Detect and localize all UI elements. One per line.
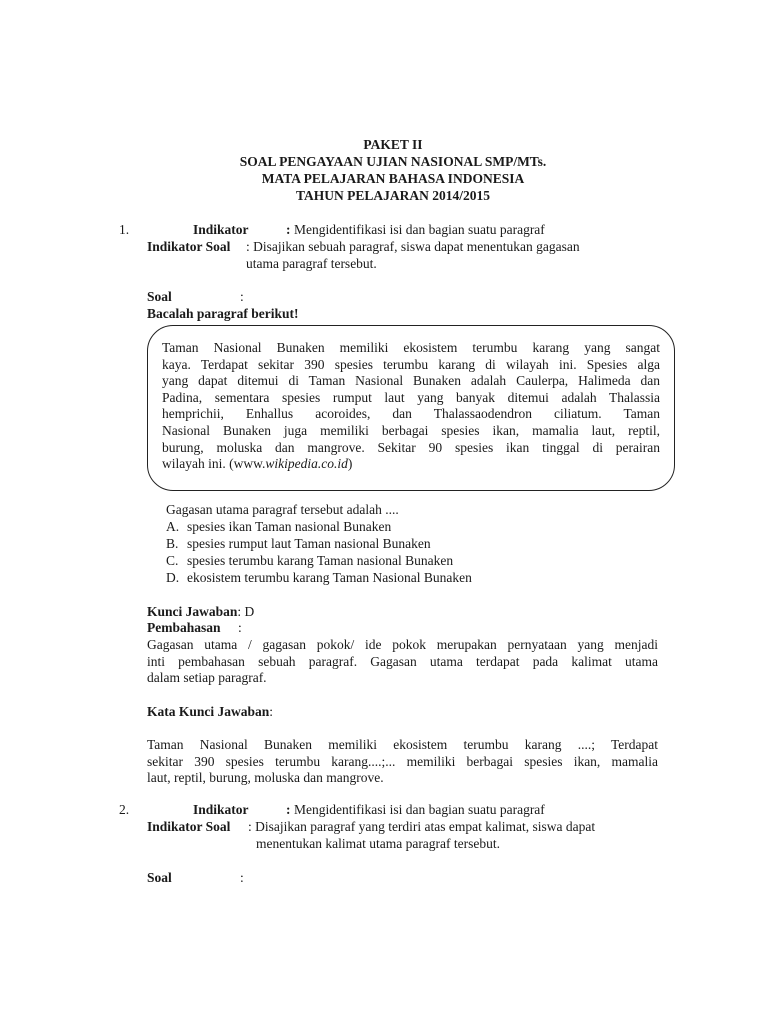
q1-indikator-label: Indikator (193, 222, 249, 237)
pembahasan-line: dalam setiap paragraf. (147, 670, 267, 686)
pembahasan-label: Pembahasan (147, 620, 221, 635)
passage-source-link: wikipedia.co.id (265, 456, 348, 472)
option-d-letter: D. (166, 570, 180, 585)
pembahasan-line: inti pembahasan sebuah paragraf. Gagasan utama terdapat pada kalimat utama (147, 653, 658, 669)
pembahasan-colon: : (238, 620, 242, 635)
option-d-text: ekosistem terumbu karang Taman Nasional Bunaken (187, 570, 472, 585)
passage-last-line (162, 456, 660, 473)
passage-line: Nasional Bunaken juga memiliki berbagai spesies ikan, mamalia laut, reptil, (162, 422, 660, 438)
q1-question: Gagasan utama paragraf tersebut adalah .... (166, 502, 399, 517)
kunci-jawaban (147, 604, 254, 620)
kata-kunci-line: laut, reptil, burung, moluska dan mangrove. (147, 770, 384, 786)
q1-indikator-soal-label: Indikator Soal (147, 239, 231, 254)
q2-indikator-colon: : (286, 802, 291, 817)
q2-indikator-soal-label: Indikator Soal (147, 819, 231, 834)
passage-line: burung, moluska dan mangrove. Sekitar 90 spesies ikan tinggal di perairan (162, 439, 660, 455)
passage-line: Padina, sementara spesies rumput laut yang banyak ditemui adalah Thalassia (162, 389, 660, 405)
passage-last-suffix: ) (347, 456, 353, 472)
passage-line: Taman Nasional Bunaken memiliki ekosistem terumbu karang yang sangat (162, 340, 660, 355)
option-b-text: spesies rumput laut Taman nasional Bunaken (187, 536, 431, 551)
kata-kunci-line: Taman Nasional Bunaken memiliki ekosistem terumbu karang ....; Terdapat (147, 737, 658, 752)
option-a-letter: A. (166, 519, 180, 534)
q1-indikator-colon: : (286, 222, 291, 237)
pembahasan-text (147, 637, 658, 687)
kata-kunci-label: Kata Kunci Jawaban (147, 704, 270, 719)
pembahasan-line: Gagasan utama / gagasan pokok/ ide pokok merupakan pernyataan yang menjadi (147, 637, 658, 652)
q2-indikator-text: Mengidentifikasi isi dan bagian suatu paragraf (294, 802, 545, 817)
q1-indikator-soal-line2: utama paragraf tersebut. (246, 256, 377, 271)
kata-kunci-text (147, 737, 658, 787)
q2-indikator-label: Indikator (193, 802, 249, 817)
q1-soal-label: Soal (147, 289, 172, 304)
title-mata-pelajaran: MATA PELAJARAN BAHASA INDONESIA (261, 171, 525, 186)
q2-soal-label: Soal (147, 870, 172, 885)
title-soal: SOAL PENGAYAAN UJIAN NASIONAL SMP/MTs. (239, 154, 547, 169)
kata-kunci-line: sekitar 390 spesies terumbu karang....;... memiliki berbagai spesies ikan, mamalia (147, 753, 658, 769)
q1-number: 1. (119, 222, 130, 237)
q2-indikator-soal-line1: : Disajikan paragraf yang terdiri atas empat kalimat, siswa dapat (248, 819, 596, 834)
q1-soal-colon: : (240, 289, 244, 304)
q2-soal-colon: : (240, 870, 244, 885)
option-b-letter: B. (166, 536, 179, 551)
passage-line: yang dapat ditemui di Taman Nasional Bunaken adalah Caulerpa, Halimeda dan (162, 373, 660, 389)
option-c-letter: C. (166, 553, 179, 568)
passage-text (162, 340, 660, 473)
kata-kunci-heading (147, 704, 273, 720)
q1-indikator-text: Mengidentifikasi isi dan bagian suatu paragraf (294, 222, 545, 237)
q2-number: 2. (119, 802, 130, 817)
kunci-label: Kunci Jawaban (147, 604, 238, 619)
kunci-value: : D (237, 604, 255, 619)
passage-line: hemprichii, Enhallus acoroides, dan Thalassaodendron ciliatum. Taman (162, 406, 660, 422)
title-paket: PAKET II (363, 137, 423, 152)
q1-indikator-soal-line1: : Disajikan sebuah paragraf, siswa dapat menentukan gagasan (246, 239, 580, 254)
passage-line: kaya. Terdapat sekitar 390 spesies terumbu karang di wilayah ini. Spesies alga (162, 356, 660, 372)
option-c-text: spesies terumbu karang Taman nasional Bunaken (187, 553, 454, 568)
option-a-text: spesies ikan Taman nasional Bunaken (187, 519, 392, 534)
passage-last-prefix: wilayah ini. (www. (162, 456, 266, 472)
kata-kunci-colon: : (269, 704, 274, 719)
q2-indikator-soal-line2: menentukan kalimat utama paragraf tersebut. (256, 836, 501, 851)
title-tahun: TAHUN PELAJARAN 2014/2015 (295, 188, 490, 203)
q1-instruction: Bacalah paragraf berikut! (147, 306, 299, 321)
